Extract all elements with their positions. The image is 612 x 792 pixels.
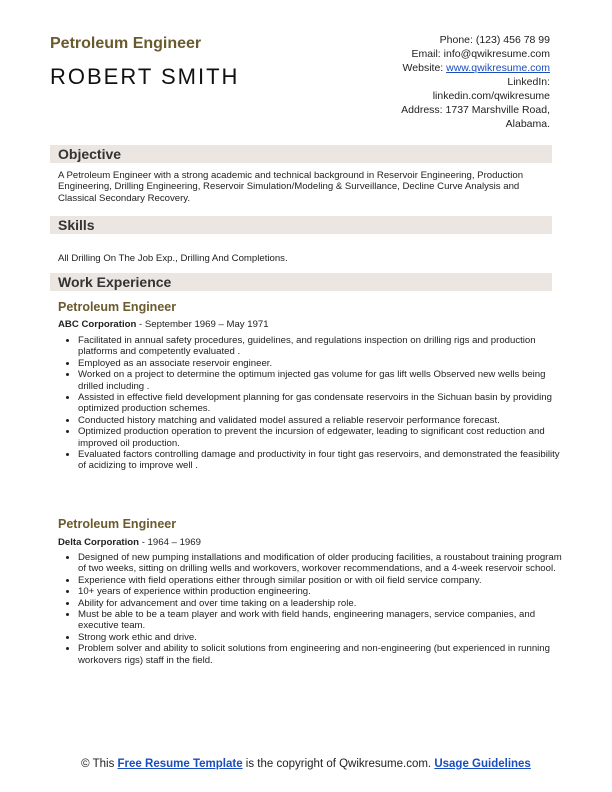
free-resume-template-link[interactable]: Free Resume Template [117,758,243,770]
skills-heading: Skills [58,217,95,233]
job-2-dates: - 1964 – 1969 [139,537,201,548]
list-item: • 10+ years of experience within production engineering. [78,586,566,597]
objective-text: A Petroleum Engineer with a strong academic and technical background in Reservoir Engineering, Production Engineering, Drilling Engineering, Reservoir Simulation/Modeling & Surveillance, Decline Curve Analysis and Classical Secondary Recovery. [58,170,524,204]
list-item: • Facilitated in annual safety procedures, guidelines, and regulations inspection on drilling rigs and production platforms and competently evaluated . [78,335,566,358]
list-item: • Conducted history matching and validated model assured a reliable reservoir performance forecast. [78,415,566,426]
list-item: • Problem solver and ability to solicit solutions from engineering and non-engineering (but experienced in running workovers rigs) staff in the field. [78,643,566,666]
work-section-header [50,273,552,291]
usage-guidelines-link[interactable]: Usage Guidelines [434,758,531,770]
contact-email: Email: info@qwikresume.com [411,48,550,60]
website-link[interactable]: www.qwikresume.com [446,62,550,74]
contact-website: Website: www.qwikresume.com [402,62,550,74]
list-item: • Strong work ethic and drive. [78,632,566,643]
copyright-footer [0,757,612,771]
footer-prefix: © This [81,758,118,770]
list-item: • Experience with field operations either through similar position or with oil field service company. [78,575,566,586]
job-2-company: Delta Corporation [58,537,140,548]
job-2-title: Petroleum Engineer [58,517,177,531]
job-1-duties [62,335,566,472]
skills-section-header [50,216,552,234]
objective-heading: Objective [58,146,122,162]
job-1-dates: - September 1969 – May 1971 [136,319,269,330]
list-item: • Worked on a project to determine the optimum injected gas volume for gas lift wells Observed new wells being drilled including . [78,369,566,392]
contact-address-line2: Alabama. [505,118,550,130]
contact-linkedin-label: LinkedIn: [507,76,550,88]
candidate-name: ROBERT SMITH [50,64,240,89]
footer-middle: is the copyright of Qwikresume.com. [242,758,435,770]
list-item: • Designed of new pumping installations and modification of older producing facilities, a roustabout training program of two weeks, sitting on drilling wells and workovers, workover recommendations, and a 4-week reservoir school. [78,552,566,575]
skills-text: All Drilling On The Job Exp., Drilling And Completions. [58,253,288,264]
list-item: • Assisted in effective field development planning for gas condensate reservoirs in the Sichuan basin by providing optimized production schemes. [78,392,566,415]
contact-address: Address: 1737 Marshville Road, [401,104,550,116]
objective-section-header [50,145,552,163]
header-job-title: Petroleum Engineer [50,35,202,52]
job-2-duties [62,552,566,666]
job-1-company: ABC Corporation [58,319,137,330]
work-heading: Work Experience [58,274,172,290]
list-item: • Evaluated factors controlling damage and productivity in four tight gas reservoirs, and demonstrated the feasibility of acidizing to improve well . [78,449,566,472]
list-item: • Optimized production operation to prevent the incursion of edgewater, leading to significant cost reduction and improved oil production. [78,426,566,449]
list-item: • Employed as an associate reservoir engineer. [78,358,566,369]
job-1-company-line [58,319,269,330]
email-link[interactable]: info@qwikresume.com [443,48,550,60]
list-item: • Must be able to be a team player and work with field hands, engineering managers, service companies, and executive team. [78,609,566,632]
contact-phone: Phone: (123) 456 78 99 [439,34,550,46]
contact-linkedin[interactable]: linkedin.com/qwikresume [432,90,550,102]
list-item: • Ability for advancement and over time taking on a leadership role. [78,598,566,609]
contact-block [290,33,550,131]
job-2-company-line [58,537,201,548]
job-1-title: Petroleum Engineer [58,300,177,314]
